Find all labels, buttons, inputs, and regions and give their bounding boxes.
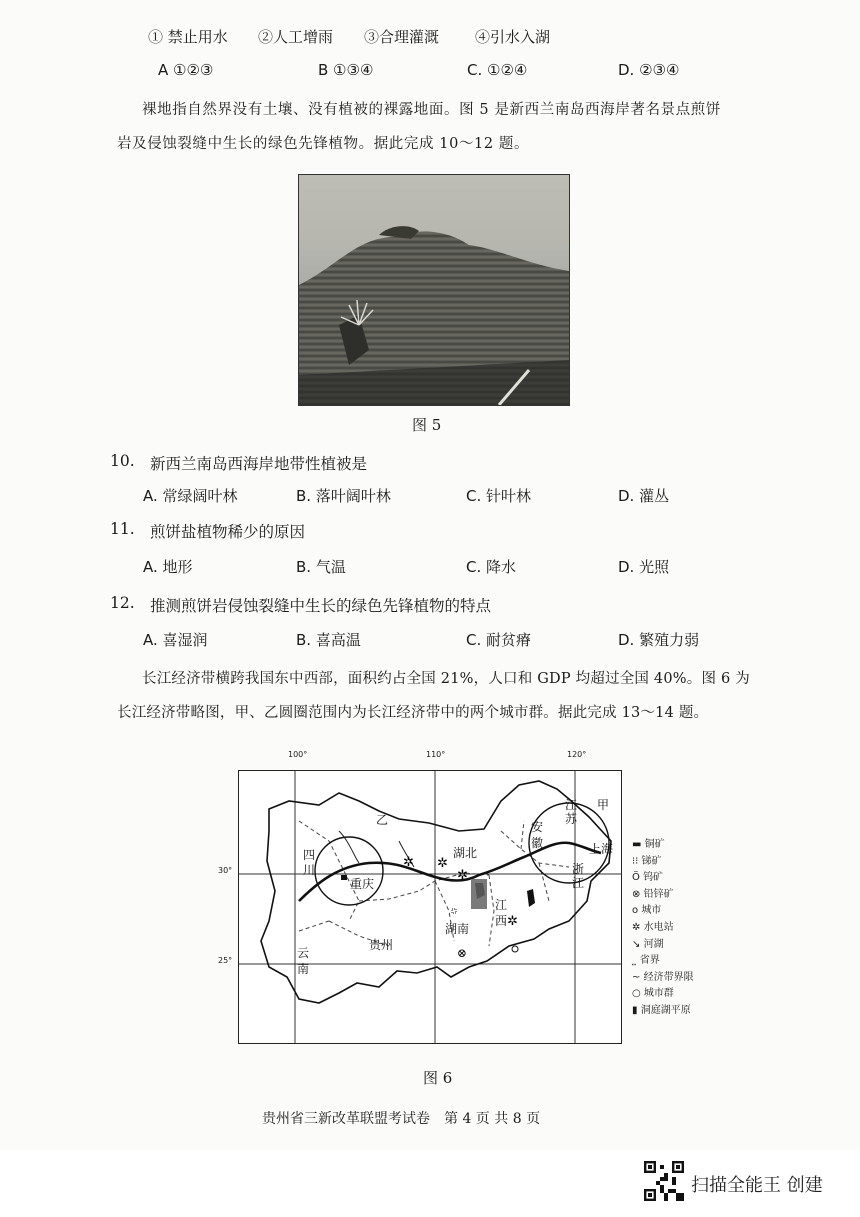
option-b: B. 气温 xyxy=(296,558,346,576)
intro-fig5-line2: 岩及侵蚀裂缝中生长的绿色先锋植物。据此完成 10～12 题。 xyxy=(117,136,530,152)
intro-fig5-line1: 裸地指自然界没有土壤、没有植被的裸露地面。图 5 是新西兰南岛西海岸著名景点煎饼 xyxy=(142,102,721,118)
label-hubei: 湖北 xyxy=(453,846,478,860)
lon-label-110: 110° xyxy=(426,750,446,759)
pancake-rocks-photo xyxy=(298,174,570,406)
antimony-icon: ⁝⁝ xyxy=(632,855,639,867)
poyang-lake xyxy=(527,889,535,907)
hydro-icon: ✲ xyxy=(632,921,641,933)
label-zhejiang-1: 浙 xyxy=(572,862,585,876)
fig5-caption: 图 5 xyxy=(412,416,442,434)
option-c: C. 降水 xyxy=(466,558,517,576)
label-zhejiang-2: 江 xyxy=(572,876,585,890)
option-d: D. 光照 xyxy=(618,558,670,576)
legend-city: o 城市 xyxy=(632,905,662,917)
map-drawing xyxy=(239,771,621,1043)
q9-option-3: ③合理灌溉 xyxy=(364,28,440,46)
q9-option-2: ②人工增雨 xyxy=(258,28,334,46)
q9-choice-d: D. ②③④ xyxy=(618,61,680,79)
fig6-caption: 图 6 xyxy=(423,1069,453,1087)
label-anhui-1: 安 xyxy=(531,820,544,834)
label-jia: 甲 xyxy=(597,798,610,812)
legend-copper: ▬ 铜矿 xyxy=(632,839,665,850)
label-yunnan-2: 南 xyxy=(297,962,310,976)
question-number: 11. xyxy=(110,520,135,538)
option-a: A. 地形 xyxy=(143,558,193,576)
legend-tungsten: Ö 钨矿 xyxy=(632,872,664,884)
option-c: C. 耐贫瘠 xyxy=(466,631,532,649)
tungsten-icon: Ö xyxy=(632,872,640,884)
intro-fig6-line2: 长江经济带略图，甲、乙圆圈范围内为长江经济带中的两个城市群。据此完成 13～14 题。 xyxy=(117,705,709,721)
label-sichuan-2: 川 xyxy=(303,863,316,877)
option-b: B. 喜高温 xyxy=(296,631,361,649)
legend-belt-boundary: ~ 经济带界限 xyxy=(632,971,694,983)
city-cluster-yi xyxy=(315,837,383,905)
label-jiangxi-1: 江 xyxy=(495,898,508,912)
option-d: D. 繁殖力弱 xyxy=(618,631,700,649)
option-b: B. 落叶阔叶林 xyxy=(296,487,391,505)
economic-belt-boundary xyxy=(261,781,614,1003)
question-stem: 推测煎饼岩侵蚀裂缝中生长的绿色先锋植物的特点 xyxy=(150,597,492,615)
label-guizhou: 贵州 xyxy=(369,938,394,952)
yangtze-economic-belt-map xyxy=(238,770,622,1044)
question-number: 10. xyxy=(110,452,135,470)
legend-antimony: ⁝⁝ 锑矿 xyxy=(632,855,662,867)
label-chongqing: 重庆 xyxy=(350,877,375,891)
option-c: C. 针叶林 xyxy=(466,487,532,505)
label-sichuan-1: 四 xyxy=(303,848,316,862)
option-d: D. 灌丛 xyxy=(618,487,670,505)
legend-dongting-plain: ▮ 洞庭湖平原 xyxy=(632,1004,691,1016)
page-footer: 贵州省三新改革联盟考试卷 第 4 页 共 8 页 xyxy=(262,1111,541,1127)
lon-label-100: 100° xyxy=(288,750,308,759)
label-yunnan-1: 云 xyxy=(297,946,310,960)
lat-label-30: 30° xyxy=(218,866,233,875)
q9-choice-b: B ①③④ xyxy=(318,61,374,79)
q9-choice-a: A ①②③ xyxy=(158,61,214,79)
legend-hydro: ✲ 水电站 xyxy=(632,921,674,933)
option-a: A. 常绿阔叶林 xyxy=(143,487,238,505)
q9-option-4: ④引水入湖 xyxy=(475,28,551,46)
legend-province-border: ⸼⸼ 省界 xyxy=(632,955,660,967)
intro-fig6-line1: 长江经济带横跨我国东中西部，面积约占全国 21%，人口和 GDP 均超过全国 40%。图 6 为 xyxy=(142,671,750,687)
label-jiangsu-1: 江 xyxy=(565,798,578,812)
antimony-mine-icon xyxy=(452,909,456,913)
label-shanghai: 上海 xyxy=(589,842,614,856)
city-icon: o xyxy=(632,905,639,917)
label-jiangxi-2: 西 xyxy=(495,914,508,928)
lead-zinc-icon: ⊗ xyxy=(632,888,641,900)
q9-option-1: ① 禁止用水 xyxy=(148,28,228,46)
scanner-watermark: 扫描全能王 创建 xyxy=(691,1175,823,1196)
option-a: A. 喜湿润 xyxy=(143,631,208,649)
lon-label-120: 120° xyxy=(567,750,587,759)
hydro-station-icon: ✲ xyxy=(437,856,448,871)
province-border-icon: ⸼⸼ xyxy=(632,955,637,967)
label-yi: 乙 xyxy=(376,813,389,827)
legend-city-cluster: ○ 城市群 xyxy=(632,988,674,1000)
hydro-station-icon: ✲ xyxy=(457,868,468,883)
belt-boundary-icon: ~ xyxy=(632,971,641,983)
river-icon: ↘ xyxy=(632,938,641,950)
label-anhui-2: 徽 xyxy=(531,836,544,850)
qr-code-icon xyxy=(644,1161,684,1201)
legend-lead-zinc: ⊗ 铅锌矿 xyxy=(632,888,674,900)
legend-river: ↘ 河湖 xyxy=(632,938,664,950)
map-legend xyxy=(632,835,722,1018)
dongting-plain-icon: ▮ xyxy=(632,1004,638,1016)
lat-label-25: 25° xyxy=(218,956,233,965)
q9-choice-c: C. ①②④ xyxy=(467,61,528,79)
pancake-rocks-image xyxy=(299,175,569,405)
question-stem: 新西兰南岛西海岸地带性植被是 xyxy=(150,455,368,473)
question-stem: 煎饼盐植物稀少的原因 xyxy=(150,523,306,541)
question-number: 12. xyxy=(110,594,135,612)
hydro-station-icon: ✲ xyxy=(507,914,518,929)
copper-mine-icon xyxy=(341,875,347,880)
city-cluster-icon: ○ xyxy=(632,988,641,1000)
label-hunan: 湖南 xyxy=(445,922,470,936)
city-icon xyxy=(512,946,518,952)
copper-icon: ▬ xyxy=(632,839,642,850)
lead-zinc-mine-icon: ⊗ xyxy=(457,946,468,960)
hydro-station-icon: ✲ xyxy=(403,855,414,870)
label-jiangsu-2: 苏 xyxy=(565,812,578,826)
